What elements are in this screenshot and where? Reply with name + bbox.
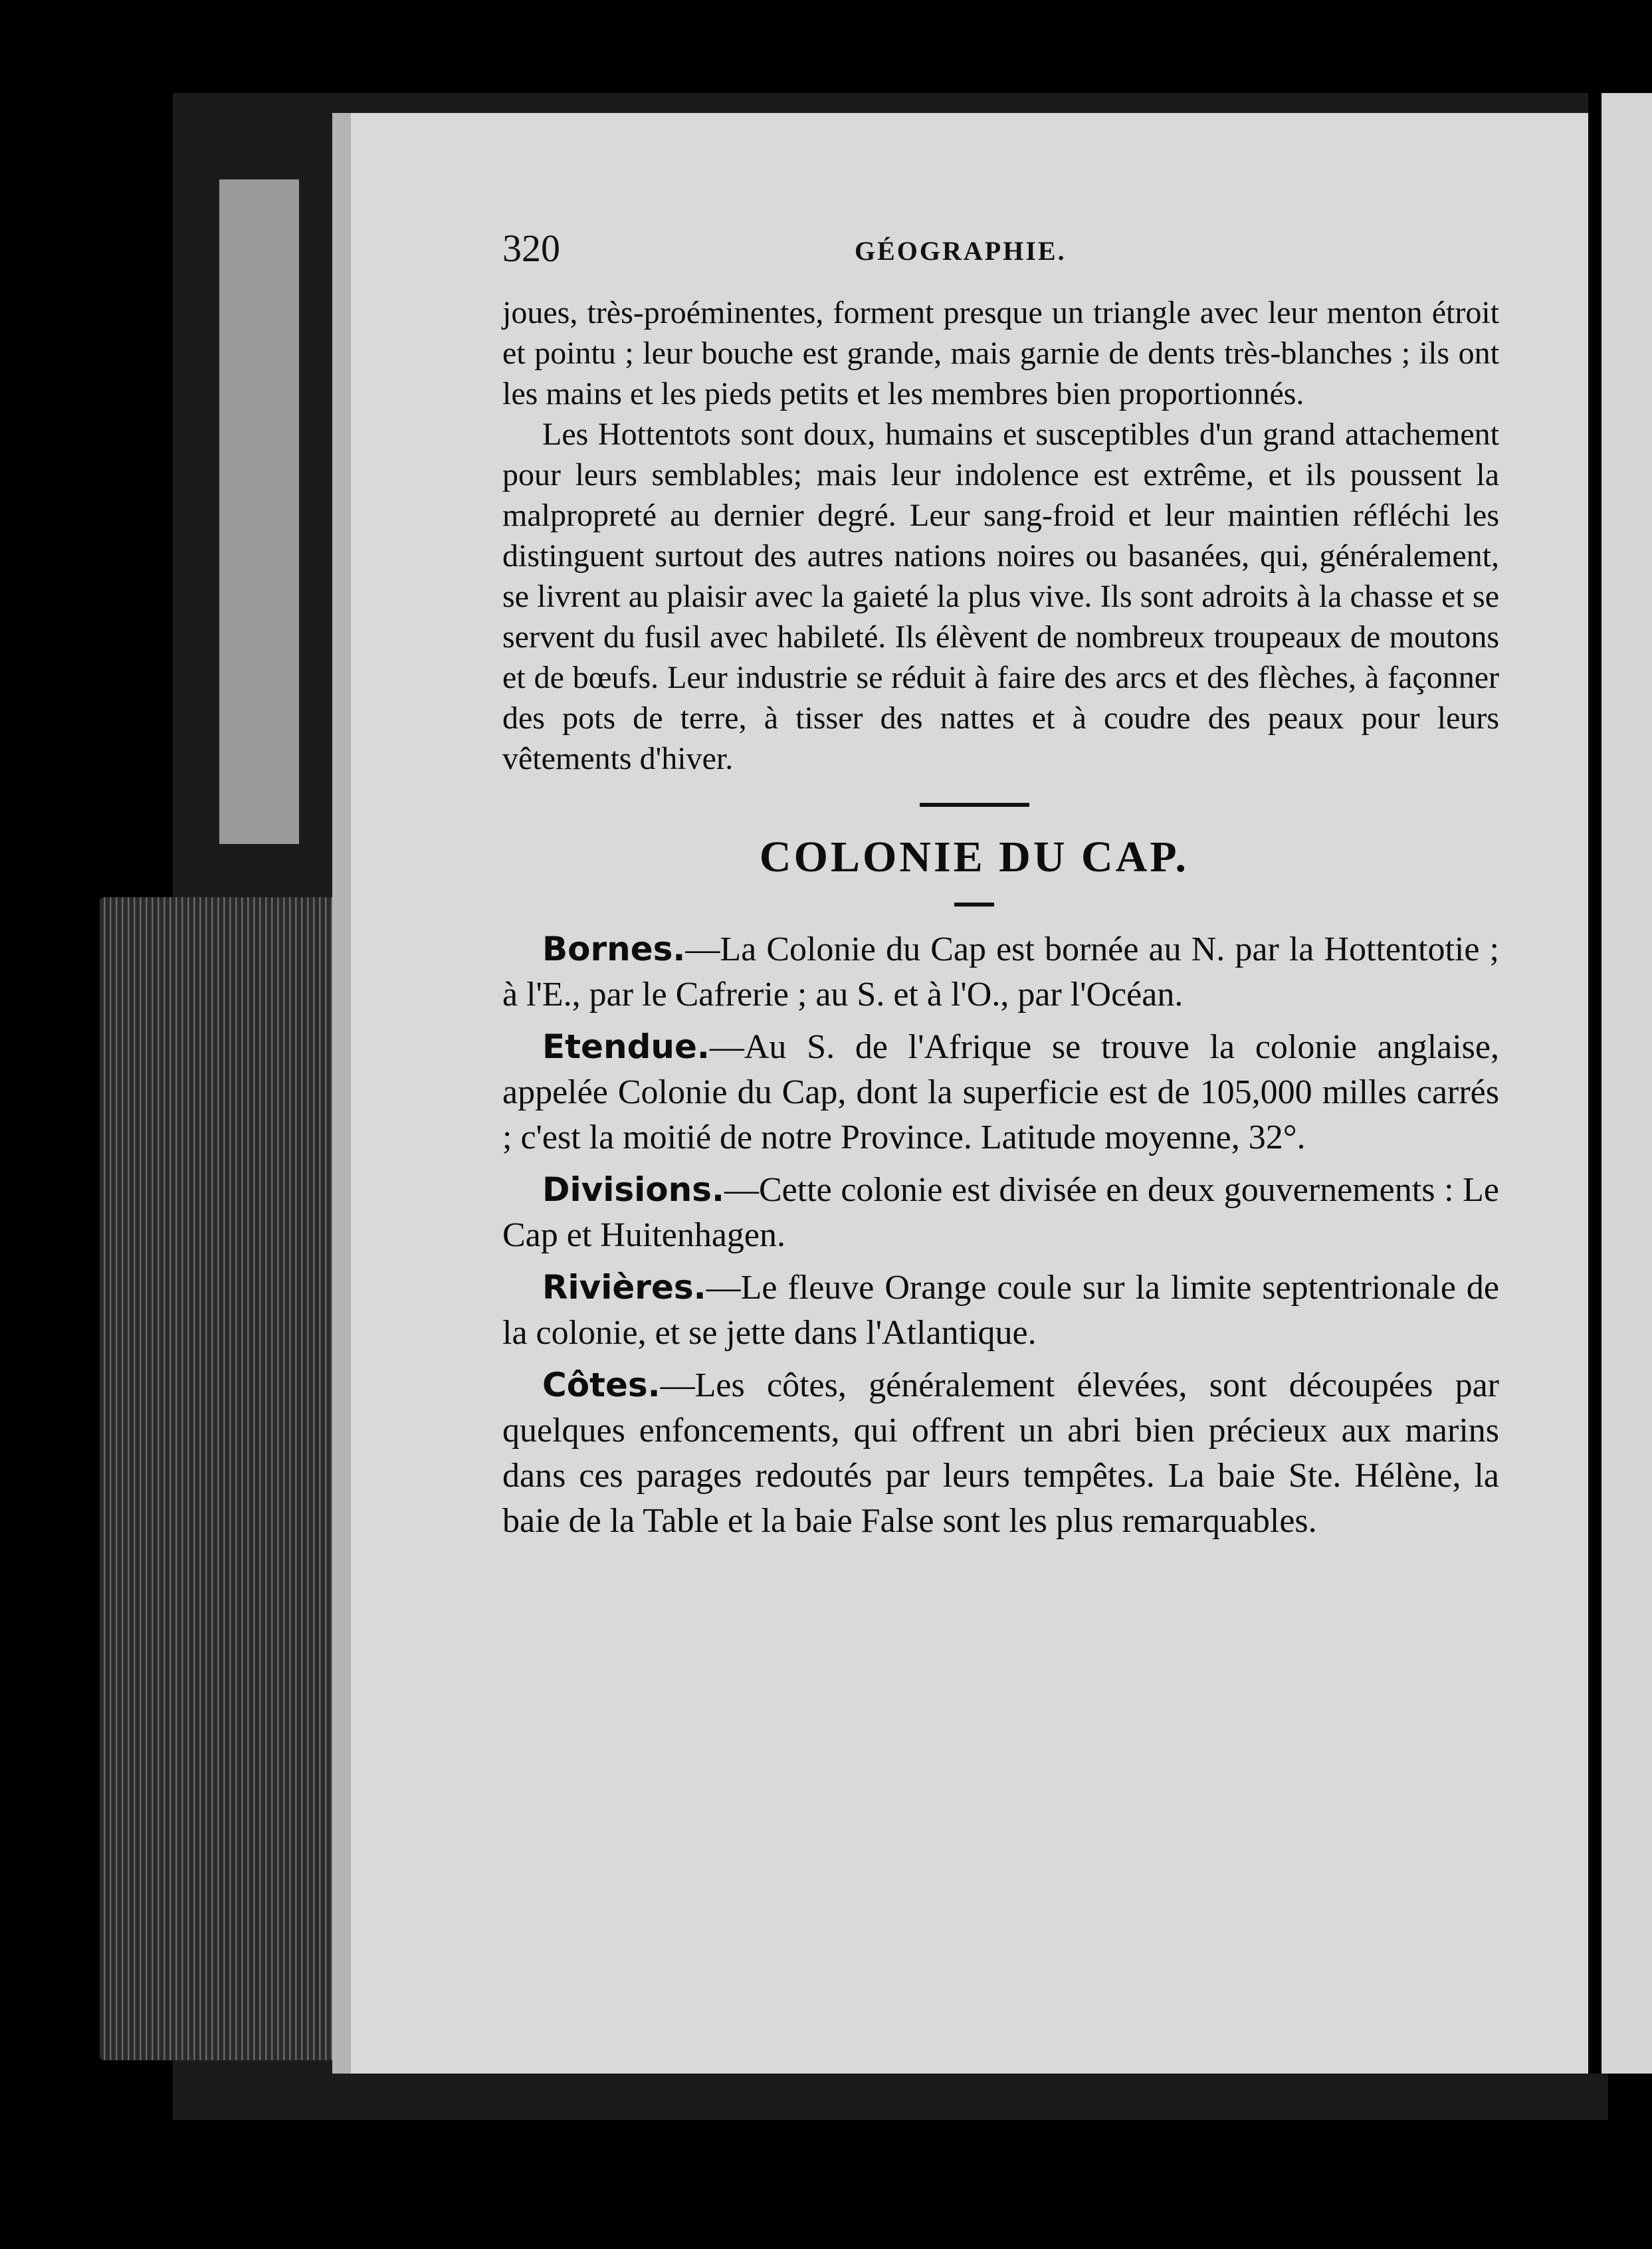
section-title: COLONIE DU CAP. bbox=[759, 833, 1189, 881]
entry-term: Côtes. bbox=[542, 1366, 661, 1404]
title-divider bbox=[954, 903, 994, 907]
paragraph-continuation: joues, très-proéminentes, forment presque un triangle avec leur menton étroit et pointu ; leur bouche est grande, mais garnie de dents très-blanches ; ils ont les mains et les pieds petits et les membres bien proportionnés. bbox=[502, 295, 1499, 411]
entry-text: —La Colonie du Cap est bornée au N. par la Hottentotie ; à l'E., par le Cafrerie ; au S. et à l'O., par l'Océan. bbox=[502, 930, 1499, 1014]
stacked-page-edges bbox=[100, 897, 346, 2060]
page-number: 320 bbox=[502, 227, 560, 270]
entry-text: —Au S. de l'Afrique se trouve la colonie anglaise, appelée Colonie du Cap, dont la superficie est de 105,000 milles carrés ; c'est la moitié de notre Province. Latitude moyenne, 32°. bbox=[502, 1028, 1499, 1156]
left-page-sliver bbox=[219, 179, 299, 844]
entry-term: Etendue. bbox=[542, 1027, 710, 1066]
section-divider bbox=[920, 803, 1029, 807]
entry-rivieres bbox=[502, 1265, 1499, 1356]
body-text bbox=[502, 292, 1499, 1551]
book-page bbox=[332, 113, 1588, 2074]
entry-text: —Le fleuve Orange coule sur la limite septentrionale de la colonie, et se jette dans l'Atlantique. bbox=[502, 1269, 1499, 1352]
page-header bbox=[502, 226, 1433, 286]
entry-divisions bbox=[502, 1167, 1499, 1258]
entry-text: —Les côtes, généralement élevées, sont découpées par quelques enfoncements, qui offrent un abri bien précieux aux marins dans ces parages redoutés par leurs tempêtes. La baie Ste. Hélène, la baie de la Table et la baie False sont les plus remarquables. bbox=[502, 1366, 1499, 1540]
entry-cotes bbox=[502, 1362, 1499, 1544]
next-page-edge bbox=[1601, 93, 1652, 2074]
paragraph-hottentots: Les Hottentots sont doux, humains et susceptibles d'un grand attachement pour leurs semblables; mais leur indolence est extrême, et ils poussent la malpropreté au dernier degré. Leur sang-froid et leur maintien réfléchi les distinguent surtout des autres nations noires ou basanées, qui, généralement, se livrent au plaisir avec la gaieté la plus vive. Ils sont adroits à la chasse et se servent du fusil avec habileté. Ils élèvent de nombreux troupeaux de moutons et de bœufs. Leur industrie se réduit à faire des arcs et des flèches, à façonner des pots de terre, à tisser des nattes et à coudre des peaux pour leurs vêtements d'hiver. bbox=[502, 417, 1499, 776]
entry-etendue bbox=[502, 1024, 1499, 1160]
entry-term: Divisions. bbox=[542, 1170, 724, 1209]
entry-term: Bornes. bbox=[542, 930, 686, 968]
entry-bornes bbox=[502, 926, 1499, 1017]
entry-text: —Cette colonie est divisée en deux gouvernements : Le Cap et Huitenhagen. bbox=[502, 1171, 1499, 1254]
section-entries bbox=[502, 926, 1499, 1544]
running-head: GÉOGRAPHIE. bbox=[855, 236, 1067, 266]
entry-term: Rivières. bbox=[542, 1268, 706, 1307]
